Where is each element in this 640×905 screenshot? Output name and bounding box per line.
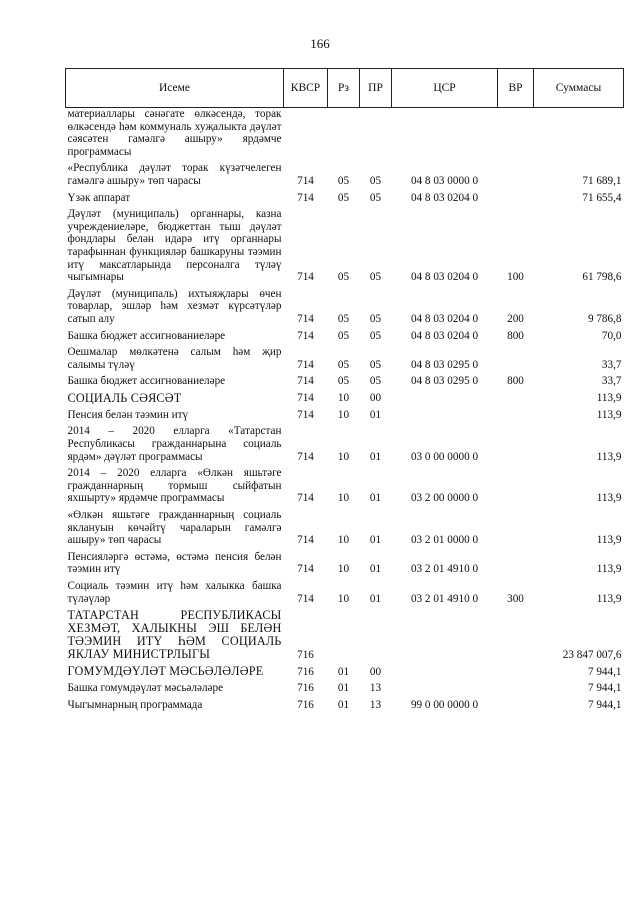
table-header [66,69,624,108]
table-row [66,609,624,665]
row-sum: 113,9 [596,592,622,605]
row-csr: 03 2 00 0000 0 [410,492,479,505]
row-kvsr: 714 [297,534,314,547]
row-kvsr: 714 [297,392,314,405]
row-csr: 03 2 01 0000 0 [410,534,479,547]
row-rz: 05 [337,174,350,187]
row-kvsr: 716 [297,665,314,678]
row-name: ГОМУМДӘҮЛӘТ МӘСЬӘЛӘЛӘРЕ [67,664,264,679]
row-vr [498,682,534,699]
row-sum: 9 786,8 [587,312,622,325]
row-pr: 00 [369,392,382,405]
row-rz: 05 [337,271,350,284]
row-kvsr: 714 [297,174,314,187]
row-sum: 113,9 [596,492,622,505]
row-kvsr: 714 [297,312,314,325]
row-pr: 05 [369,358,382,371]
row-pr: 05 [369,375,382,388]
table-row [66,108,624,163]
row-name: Пенсияләргә өстәмә, өстәмә пенсия белән тәэмин итү [67,550,282,576]
row-rz: 05 [337,329,350,342]
header-rz: Рз [328,69,360,108]
row-csr [392,409,498,426]
row-vr [498,108,534,163]
row-kvsr [284,108,328,163]
row-vr [498,392,534,409]
row-kvsr: 714 [297,375,314,388]
row-pr: 05 [369,312,382,325]
table-row [66,330,624,347]
row-csr: 04 8 03 0000 0 [410,174,479,187]
row-vr: 800 [507,375,524,388]
row-csr: 04 8 03 0295 0 [410,358,479,371]
row-csr: 04 8 03 0295 0 [410,375,479,388]
row-sum: 113,9 [596,408,622,421]
row-rz: 10 [337,408,350,421]
row-vr [498,346,534,375]
row-pr: 01 [369,492,382,505]
row-csr: 04 8 03 0204 0 [410,329,479,342]
row-pr [360,108,392,163]
row-sum: 71 689,1 [582,174,622,187]
table-row [66,467,624,509]
row-pr: 01 [369,450,382,463]
table-row [66,392,624,409]
row-sum: 70,0 [601,329,622,342]
row-csr: 03 2 01 4910 0 [410,563,479,576]
row-name: Дәүләт (муниципаль) ихтыяҗлары өчен товарлар, эшләр һәм хезмәт күрсәтүләр сатып алу [67,287,282,325]
row-sum: 7 944,1 [587,665,622,678]
row-rz: 10 [337,492,350,505]
row-sum: 113,9 [596,563,622,576]
row-sum: 23 847 007,6 [562,648,622,661]
row-vr [498,609,534,665]
row-kvsr: 714 [297,450,314,463]
row-sum: 33,7 [601,358,622,371]
row-rz: 10 [337,563,350,576]
row-csr [392,665,498,682]
row-sum [534,108,624,163]
row-rz: 10 [337,592,350,605]
row-kvsr: 714 [297,563,314,576]
row-pr: 05 [369,271,382,284]
row-vr [498,699,534,716]
row-name: Башка бюджет ассигнованиеләре [67,329,226,342]
row-kvsr: 714 [297,492,314,505]
row-kvsr: 716 [297,698,314,711]
row-vr [498,162,534,191]
row-pr: 05 [369,329,382,342]
table-body [66,108,624,716]
row-sum: 113,9 [596,534,622,547]
row-vr: 100 [507,271,524,284]
header-sum: Суммасы [534,69,624,108]
header-csr: ЦСР [392,69,498,108]
page-number: 166 [310,36,330,51]
row-csr: 04 8 03 0204 0 [410,271,479,284]
row-rz: 01 [337,665,350,678]
table-row [66,509,624,551]
table-row [66,409,624,426]
row-kvsr: 714 [297,271,314,284]
row-vr: 800 [507,329,524,342]
table-row [66,682,624,699]
row-rz [328,609,360,665]
row-pr: 01 [369,592,382,605]
row-name: ТАТАРСТАН РЕСПУБЛИКАСЫ ХЕЗМӘТ, ХАЛЫКНЫ ЭШ БЕЛӘН ТӘЭМИН ИТҮ ҺӘМ СОЦИАЛЬ ЯКЛАУ МИНИСТРЛЫГЫ [67,608,282,662]
row-pr: 05 [369,174,382,187]
row-rz: 10 [337,450,350,463]
row-sum: 7 944,1 [587,698,622,711]
row-pr: 05 [369,191,382,204]
row-name: «Республика дәүләт торак күзәтчелеген гамәлгә ашыру» төп чарасы [67,162,282,187]
row-pr: 13 [369,698,382,711]
row-kvsr: 714 [297,592,314,605]
row-pr: 01 [369,563,382,576]
row-pr: 00 [369,665,382,678]
row-rz: 01 [337,698,350,711]
table-row [66,580,624,609]
row-pr: 13 [369,682,382,695]
row-name: Башка бюджет ассигнованиеләре [67,375,226,388]
row-kvsr: 716 [297,682,314,695]
row-name: 2014 – 2020 елларга «Өлкән яшьтәге гражданнарның тормыш сыйфатын яхшырту» ярдәмче программасы [67,467,282,505]
row-pr: 01 [369,534,382,547]
row-pr [360,609,392,665]
row-sum: 71 655,4 [582,191,622,204]
row-kvsr: 714 [297,408,314,421]
row-rz: 10 [337,534,350,547]
row-rz: 05 [337,191,350,204]
table-row [66,192,624,209]
row-sum: 113,9 [596,392,622,405]
row-name: Үзәк аппарат [67,191,131,204]
row-kvsr: 716 [297,648,314,661]
row-csr: 03 0 00 0000 0 [410,450,479,463]
row-name: материаллары сәнәгате өлкәсендә, торак өлкәсендә һәм коммуналь хуҗалыкта дәүләт сәясәтен гамәлгә ашыру» ярдәмче программасы [67,108,282,158]
row-vr [498,665,534,682]
row-name: Оешмалар мөлкәтенә салым һәм җир салымы түләү [67,346,282,371]
row-rz: 01 [337,682,350,695]
row-vr: 200 [507,312,524,325]
table-row [66,162,624,191]
budget-table [65,68,624,715]
table-row [66,551,624,580]
row-vr [498,425,534,467]
table-row [66,699,624,716]
row-rz: 10 [337,392,350,405]
table-row [66,425,624,467]
row-name: Чыгымнарның программада [67,698,203,711]
row-csr [392,609,498,665]
row-csr: 04 8 03 0204 0 [410,312,479,325]
row-csr [392,392,498,409]
header-name: Исеме [66,69,284,108]
row-name: Башка гомумдәүләт мәсьәләләре [67,682,224,695]
row-rz: 05 [337,375,350,388]
row-sum: 61 798,6 [582,271,622,284]
row-vr: 300 [507,592,524,605]
row-sum: 113,9 [596,450,622,463]
row-sum: 33,7 [601,375,622,388]
table-row [66,288,624,330]
row-vr [498,509,534,551]
header-vr: ВР [498,69,534,108]
row-name: Социаль тәэмин итү һәм халыкка башка түләүләр [67,580,282,605]
row-vr [498,551,534,580]
row-kvsr: 714 [297,329,314,342]
row-rz: 05 [337,312,350,325]
row-pr: 01 [369,408,382,421]
table-row [66,208,624,288]
row-name: 2014 – 2020 елларга «Татарстан Республикасы гражданнарына социаль ярдәм» дәүләт программасы [67,425,282,463]
table-row [66,346,624,375]
row-csr: 03 2 01 4910 0 [410,592,479,605]
row-name: Дәүләт (муниципаль) органнары, казна учреждениеләре, бюджеттан тыш дәүләт фондлары белән идарә итү органнары тарафыннан функцияләр башкаруны тәэмин итү максатларында персоналга түләү чыгымнары [67,208,282,284]
row-rz [328,108,360,163]
row-csr [392,682,498,699]
row-kvsr: 714 [297,358,314,371]
table-row [66,665,624,682]
row-vr [498,192,534,209]
row-csr [392,108,498,163]
row-vr [498,467,534,509]
row-name: Пенсия белән тәэмин итү [67,408,189,421]
row-name: СОЦИАЛЬ СӘЯСӘТ [67,390,182,405]
row-vr [498,409,534,426]
row-csr: 99 0 00 0000 0 [410,698,479,711]
header-kvsr: КВСР [284,69,328,108]
table-row [66,375,624,392]
row-csr: 04 8 03 0204 0 [410,191,479,204]
row-sum: 7 944,1 [587,682,622,695]
header-pr: ПР [360,69,392,108]
row-rz: 05 [337,358,350,371]
row-kvsr: 714 [297,191,314,204]
row-name: «Өлкән яшьтәге гражданнарның социаль яклануын көчәйтү чараларын гамәлгә ашыру» төп чарасы [67,509,282,547]
